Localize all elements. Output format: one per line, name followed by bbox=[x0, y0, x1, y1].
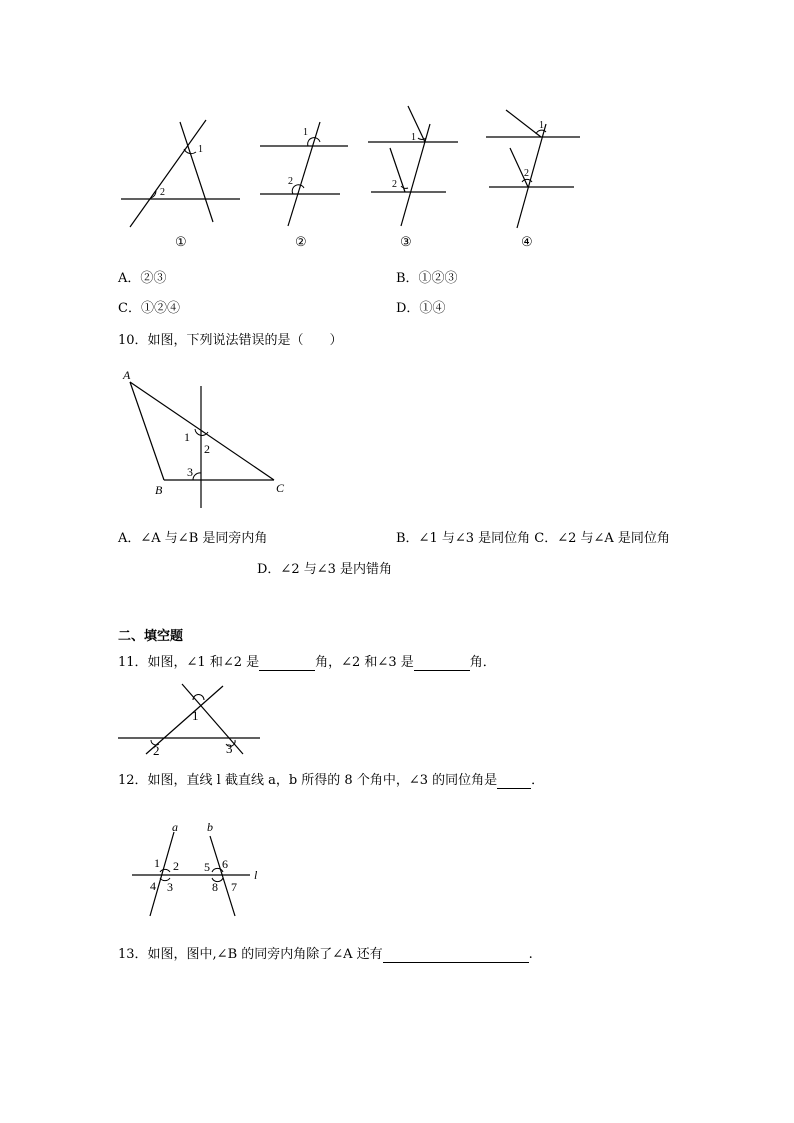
q12-stem-line bbox=[118, 773, 544, 789]
q10-option-b-c: B．∠1 与∠3 是同位角 C．∠2 与∠A 是同位角 bbox=[396, 531, 670, 546]
q9-option-d: D．①④ bbox=[396, 301, 446, 316]
q10-vertex-a: A bbox=[123, 368, 131, 382]
q10-angle-3: 3 bbox=[187, 465, 193, 479]
q9-figure-4 bbox=[484, 100, 584, 235]
q12-angle-4: 4 bbox=[150, 879, 156, 893]
q11-angle-1: 1 bbox=[192, 708, 199, 723]
q12-angle-2: 2 bbox=[173, 859, 179, 873]
q9-fig1-angle-1: 1 bbox=[198, 144, 203, 155]
q12-angle-1: 1 bbox=[154, 856, 160, 870]
q11-text-1: 11．如图，∠1 和∠2 是 bbox=[118, 655, 260, 670]
q13-stem: 13．如图，图中,∠B 的同旁内角除了∠A 还有 bbox=[118, 947, 383, 962]
q9-figure-1 bbox=[118, 112, 248, 242]
q13-blank[interactable] bbox=[383, 949, 529, 963]
q12-line-l: l bbox=[254, 868, 258, 882]
q12-line-a: a bbox=[172, 820, 178, 834]
q11-stem bbox=[118, 655, 496, 671]
q9-fig2-angle-2: 2 bbox=[288, 176, 293, 187]
q9-fig1-angle-2: 2 bbox=[160, 187, 165, 198]
q11-figure bbox=[118, 680, 263, 760]
q12-stem: 12．如图，直线 l 截直线 a，b 所得的 8 个角中，∠3 的同位角是 bbox=[118, 773, 498, 788]
q10-vertex-c: C bbox=[276, 481, 285, 495]
q9-fig3-angle-2: 2 bbox=[392, 179, 397, 190]
q12-angle-7: 7 bbox=[231, 880, 237, 894]
q12-angle-6: 6 bbox=[222, 857, 228, 871]
q9-figure-label-3: ③ bbox=[400, 235, 412, 250]
q11-text-3: 角． bbox=[469, 655, 496, 670]
q11-angle-2: 2 bbox=[153, 743, 160, 758]
q9-fig3-angle-1: 1 bbox=[411, 132, 416, 143]
q10-stem: 10．如图，下列说法错误的是（ ） bbox=[118, 333, 343, 348]
q12-line-b: b bbox=[207, 820, 213, 834]
q12-blank[interactable] bbox=[497, 775, 531, 789]
q13-stem-line bbox=[118, 947, 533, 963]
q9-option-a: A．②③ bbox=[118, 271, 167, 286]
q10-angle-1: 1 bbox=[184, 430, 190, 444]
q11-angle-3: 3 bbox=[226, 741, 233, 756]
q10-vertex-b: B bbox=[155, 483, 163, 497]
q9-figure-3 bbox=[368, 100, 468, 235]
q13-end: . bbox=[528, 947, 533, 962]
q9-figure-label-4: ④ bbox=[521, 235, 533, 250]
q9-fig4-angle-1: 1 bbox=[539, 120, 544, 131]
q9-fig4-angle-2: 2 bbox=[524, 168, 529, 179]
q12-figure bbox=[132, 818, 272, 928]
q11-blank-1[interactable] bbox=[259, 657, 315, 671]
q10-triangle-figure bbox=[118, 362, 298, 512]
q9-figure-label-1: ① bbox=[175, 235, 187, 250]
q12-angle-8: 8 bbox=[212, 880, 218, 894]
q12-angle-5: 5 bbox=[204, 860, 210, 874]
q12-end: ． bbox=[531, 773, 545, 788]
q9-option-b: B．①②③ bbox=[396, 271, 458, 286]
q10-angle-2: 2 bbox=[204, 442, 210, 456]
q9-fig2-angle-1: 1 bbox=[303, 127, 308, 138]
q9-figure-2 bbox=[258, 118, 358, 238]
q9-figure-label-2: ② bbox=[295, 235, 307, 250]
q12-angle-3: 3 bbox=[167, 880, 173, 894]
section-fill-in-title: 二、填空题 bbox=[118, 629, 184, 644]
q11-blank-2[interactable] bbox=[414, 657, 470, 671]
q11-text-2: 角，∠2 和∠3 是 bbox=[315, 655, 414, 670]
q10-option-a: A．∠A 与∠B 是同旁内角 bbox=[118, 531, 268, 546]
q9-option-c: C．①②④ bbox=[118, 301, 180, 316]
q10-option-d: D．∠2 与∠3 是内错角 bbox=[257, 562, 393, 577]
